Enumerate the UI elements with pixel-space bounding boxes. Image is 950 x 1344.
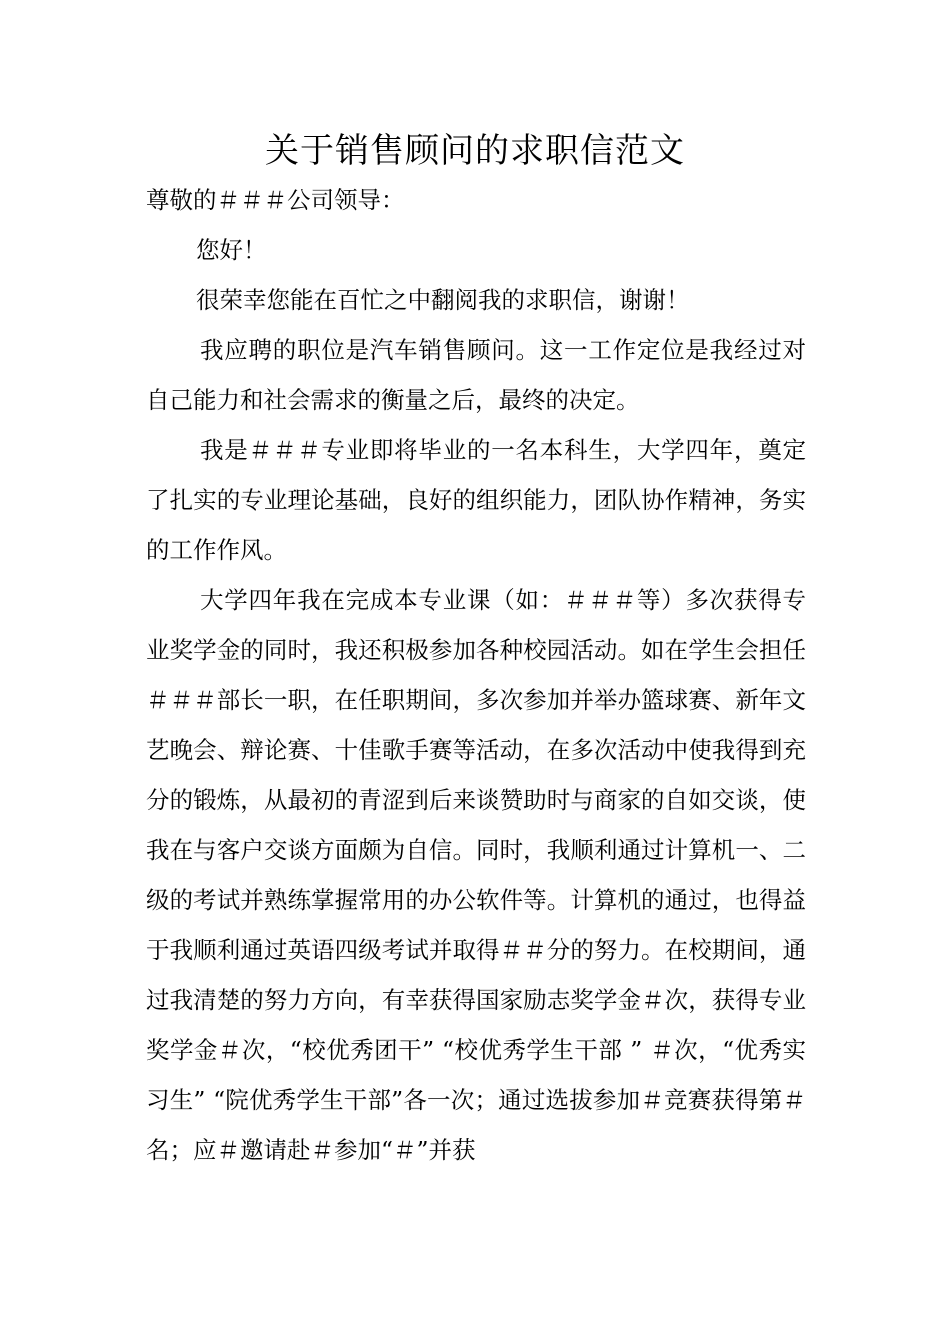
document-body [146, 175, 806, 1175]
paragraph-achievements: 大学四年我在完成本专业课（如：＃＃＃等）多次获得专业奖学金的同时，我还积极参加各种校园活动。如在学生会担任＃＃＃部长一职，在任职期间，多次参加并举办篮球赛、新年文艺晚会、辩论赛、十佳歌手赛等活动，在多次活动中使我得到充分的锻炼，从最初的青涩到后来谈赞助时与商家的自如交谈，使我在与客户交谈方面颇为自信。同时，我顺利通过计算机一、二级的考试并熟练掌握常用的办公软件等。计算机的通过，也得益于我顺利通过英语四级考试并取得＃＃分的努力。在校期间，通过我清楚的努力方向，有幸获得国家励志奖学金＃次，获得专业奖学金＃次，“校优秀团干” “校优秀学生干部 ” ＃次，“优秀实习生” “院优秀学生干部”各一次；通过选拔参加＃竞赛获得第＃名；应＃邀请赴＃参加“＃”并获 [146, 586, 806, 1164]
document-title: 关于销售顾问的求职信范文 [265, 131, 685, 171]
greeting: 您好！ [196, 236, 267, 264]
paragraph-background: 我是＃＃＃专业即将毕业的一名本科生，大学四年，奠定了扎实的专业理论基础，良好的组织能力，团队协作精神，务实的工作作风。 [146, 436, 806, 564]
paragraph-position: 我应聘的职位是汽车销售顾问。这一工作定位是我经过对自己能力和社会需求的衡量之后，最终的决定。 [146, 336, 806, 414]
paragraph-thanks: 很荣幸您能在百忙之中翻阅我的求职信，谢谢！ [196, 286, 690, 314]
salutation: 尊敬的＃＃＃公司领导： [146, 186, 405, 214]
